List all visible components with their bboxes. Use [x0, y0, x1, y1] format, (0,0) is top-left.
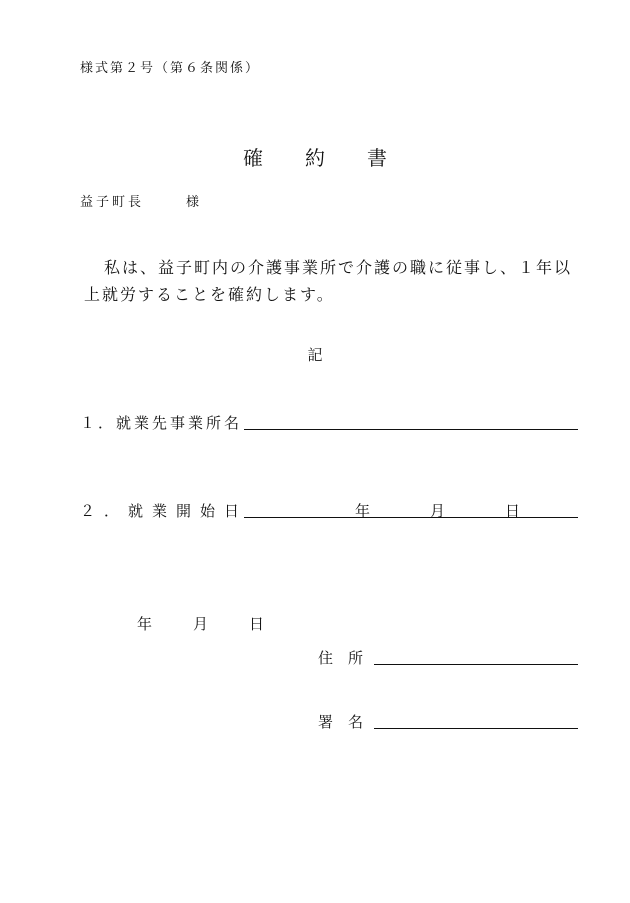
pledge-line-2: 上就労することを確約します。: [84, 285, 335, 304]
address-field[interactable]: [374, 664, 578, 665]
start-date-field[interactable]: [244, 517, 578, 518]
address-label: 住所: [318, 649, 379, 667]
pledge-line-1: 私は、益子町内の介護事業所で介護の職に従事し、１年以: [104, 258, 573, 277]
sign-date-month-unit: 月: [193, 615, 209, 633]
addressee-honorific: 様: [186, 195, 200, 210]
sign-date-year-unit: 年: [137, 615, 153, 633]
signature-label: 署名: [318, 713, 379, 731]
ki-heading: 記: [307, 346, 323, 364]
pledge-statement: [84, 254, 604, 308]
addressee: [80, 191, 199, 210]
start-date-year-unit: 年: [355, 502, 371, 520]
item-workplace-label: １．就業先事業所名: [80, 414, 243, 432]
start-date-day-unit: 日: [505, 502, 521, 520]
addressee-name: 益子町長: [80, 195, 145, 210]
form-number: 様式第２号（第６条関係）: [80, 61, 261, 76]
signature-field[interactable]: [374, 728, 578, 729]
sign-date-day-unit: 日: [249, 615, 265, 633]
item-start-date-label: ２．就業開始日: [80, 502, 249, 520]
start-date-month-unit: 月: [430, 502, 446, 520]
document-title: 確約書: [243, 146, 429, 170]
workplace-name-field[interactable]: [244, 429, 578, 430]
